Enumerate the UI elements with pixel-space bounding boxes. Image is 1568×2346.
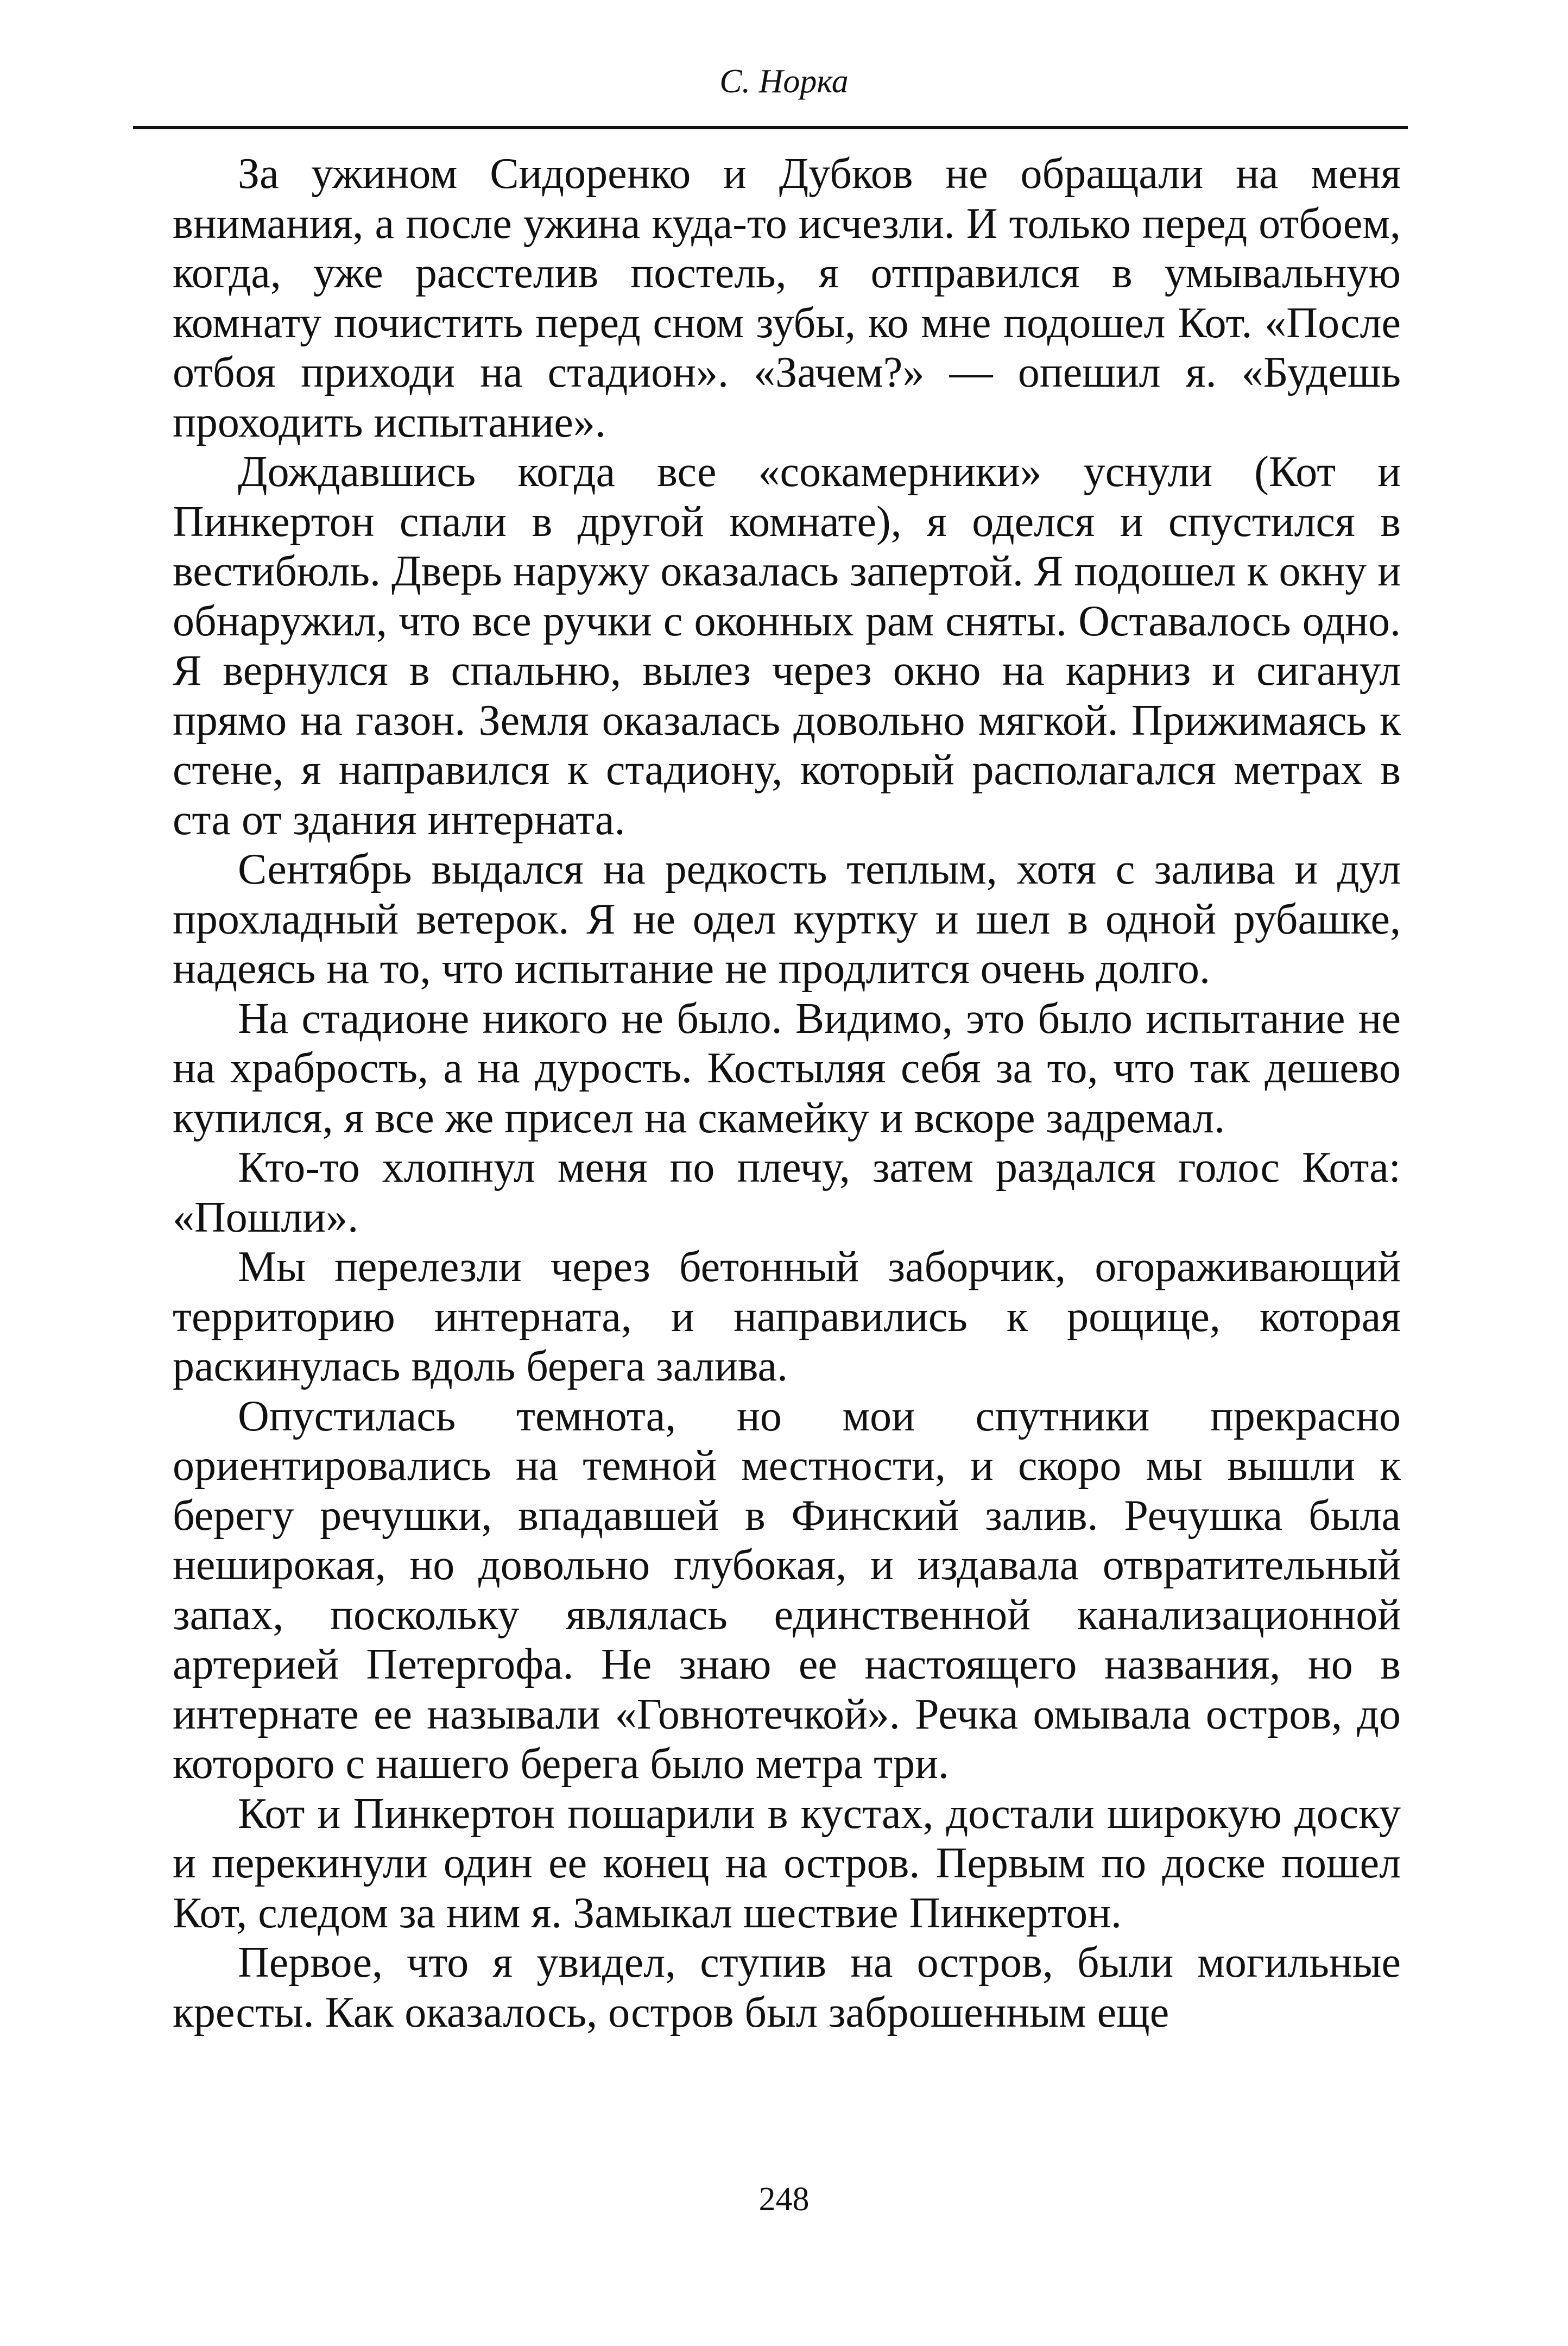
page-number: 248 (758, 2181, 810, 2218)
paragraph-1: За ужином Сидоренко и Дубков не обращали на меня внимания, а после ужина куда-то исчезли. И только перед отбоем, когда, уже расстелив постель, я отправился в умывальную комнату почистить перед сном зубы, ко мне подошел Кот. «После отбоя приходи на стадион». «Зачем?» — опешил я. «Будешь проходить испытание». (173, 150, 1401, 446)
paragraph-5: Кто-то хлопнул меня по плечу, затем раздался голос Кота: «Пошли». (173, 1144, 1401, 1241)
paragraph-3: Сентябрь выдался на редкость теплым, хотя с залива и дул прохладный ветерок. Я не одел куртку и шел в одной рубашке, надеясь на то, что испытание не продлится очень долго. (173, 846, 1401, 993)
paragraph-8: Кот и Пинкертон пошарили в кустах, достали широкую доску и перекинули один ее конец на остров. Первым по доске пошел Кот, следом за ним я. Замыкал шествие Пинкертон. (173, 1789, 1401, 1937)
paragraph-9: Первое, что я увидел, ступив на остров, были могильные кресты. Как оказалось, остров был заброшенным еще (173, 1939, 1401, 2036)
paragraph-4: На стадионе никого не было. Видимо, это было испытание не на храбрость, а на дурость. Костыляя себя за то, что так дешево купился, я все же присел на скамейку и вскоре задремал. (173, 994, 1401, 1142)
paragraph-6: Мы перелезли через бетонный заборчик, огораживающий территорию интерната, и направились к рощице, которая раскинулась вдоль берега залива. (173, 1243, 1401, 1390)
paragraph-2: Дождавшись когда все «сокамерники» уснули (Кот и Пинкертон спали в другой комнате), я оделся и спустился в вестибюль. Дверь наружу оказалась запертой. Я подошел к окну и обнаружил, что все ручки с оконных рам сняты. Оставалось одно. Я вернулся в спальню, вылез через окно на карниз и сиганул прямо на газон. Земля оказалась довольно мягкой. Прижимаясь к стене, я направился к стадиону, который располагался метрах в ста от здания интерната. (173, 448, 1401, 844)
paragraph-7: Опустилась темнота, но мои спутники прекрасно ориентировались на темной местности, и скоро мы вышли к берегу речушки, впадавшей в Финский залив. Речушка была неширокая, но довольно глубокая, и издавала отвратительный запах, поскольку являлась единственной канализационной артерией Петергофа. Не знаю ее настоящего названия, но в интернате ее называли «Говнотечкой». Речка омывала остров, до которого с нашего берега было метра три. (173, 1392, 1401, 1788)
running-head: С. Норка (719, 63, 849, 100)
header-rule (133, 126, 1408, 129)
page-body (173, 149, 1401, 2038)
